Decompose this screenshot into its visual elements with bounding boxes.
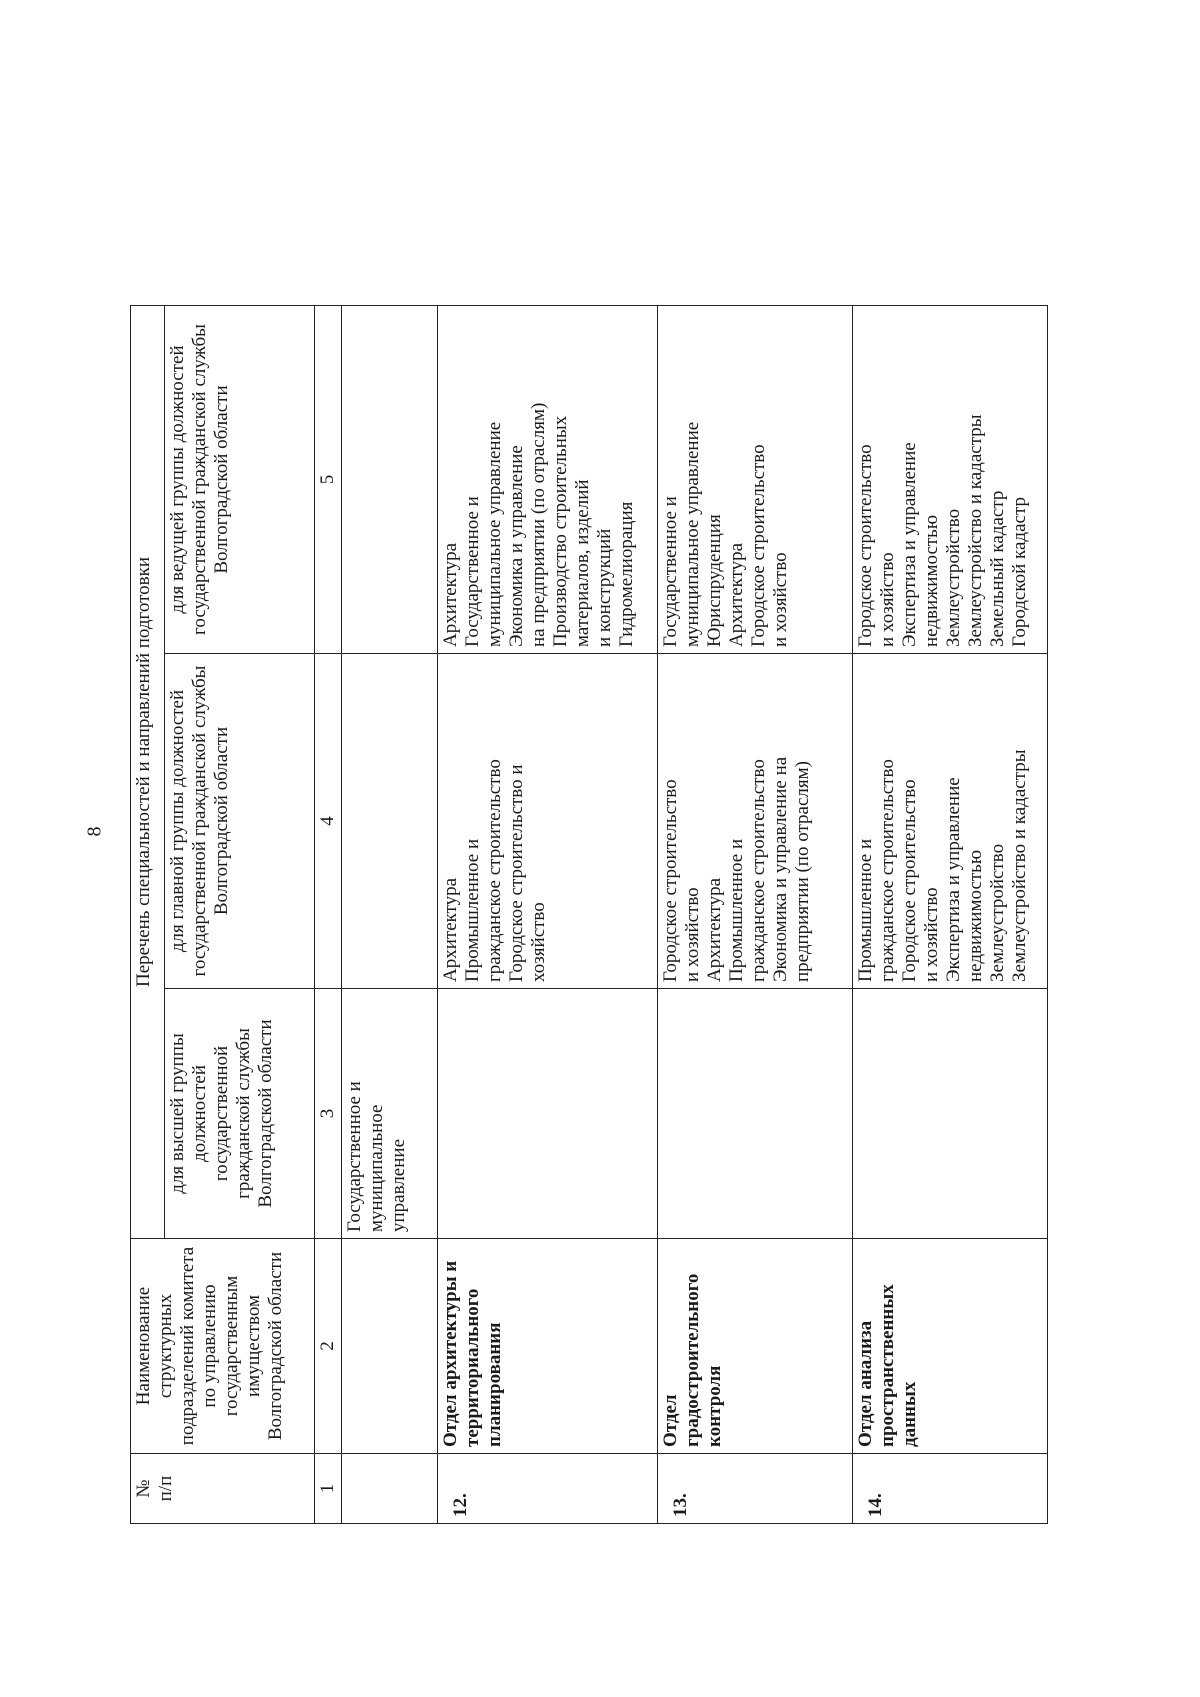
list-item: Архитектура: [704, 877, 725, 982]
header-group: Перечень специальностей и направлений подготовки: [131, 305, 165, 1238]
index-cell: 4: [315, 654, 342, 989]
row-name: Отдел анализа пространственных данных: [853, 1239, 1048, 1454]
header-col3: для высшей группы должностей государственной гражданской службы Волгоградской области: [165, 989, 315, 1239]
list-item: гражданское строительство: [748, 759, 769, 982]
row-col4: [853, 654, 1048, 989]
row-num: 13.: [658, 1454, 853, 1524]
row-col5: [438, 305, 658, 653]
list-item: Городское строительство: [899, 779, 920, 982]
index-cell: 2: [315, 1239, 342, 1454]
list-item: Юриспруденция: [704, 514, 725, 647]
row-col3: [658, 989, 853, 1239]
index-cell: 5: [315, 305, 342, 653]
row-col3: [438, 989, 658, 1239]
list-item: и хозяйство: [877, 552, 898, 647]
list-item: муниципальное: [366, 1104, 387, 1232]
rotated-table-container: [130, 306, 1042, 1524]
list-item: и конструкций: [594, 528, 615, 647]
list-item: Производство строительных: [550, 415, 571, 647]
specialties-table: [130, 305, 1048, 1524]
row-col5: [658, 305, 853, 653]
header-name: Наименование структурных подразделений комитета по управлению государственным имуществом Волгоградской области: [131, 1239, 315, 1454]
empty-cell: [342, 305, 438, 653]
empty-cell: [342, 1239, 438, 1454]
header-num: № п/п: [131, 1454, 315, 1524]
list-item: материалов, изделий: [572, 479, 593, 647]
list-item: Землеустройство: [943, 508, 964, 647]
list-item: Государственное и: [462, 496, 483, 647]
list-item: Архитектура: [726, 542, 747, 647]
list-item: недвижимостью: [921, 514, 942, 647]
list-item: Городское строительство и: [506, 764, 527, 982]
row-name: Отдел архитектуры и территориального планирования: [438, 1239, 658, 1454]
list-item: Землеустройство: [987, 843, 1008, 982]
list-item: муниципальное управление: [682, 421, 703, 647]
carry-col3: [342, 989, 438, 1239]
table-row: [438, 305, 658, 1523]
row-col3: [853, 989, 1048, 1239]
row-name: Отдел градостроительного контроля: [658, 1239, 853, 1454]
list-item: управление: [388, 1138, 409, 1232]
list-item: Городской кадастр: [1009, 497, 1030, 647]
header-col4: для главной группы должностей государственной гражданской службы Волгоградской области: [165, 654, 315, 989]
list-item: Промышленное и: [726, 838, 747, 982]
row-num: 14.: [853, 1454, 1048, 1524]
list-item: и хозяйство: [921, 887, 942, 982]
carry-row: [342, 305, 438, 1523]
header-col5: для ведущей группы должностей государственной гражданской службы Волгоградской области: [165, 305, 315, 653]
row-col4: [438, 654, 658, 989]
table-row: [853, 305, 1048, 1523]
list-item: Государственное и: [344, 1081, 365, 1232]
list-item: Экономика и управление: [506, 445, 527, 647]
list-item: Промышленное и: [462, 838, 483, 982]
list-item: Землеустройство и кадастры: [1009, 749, 1030, 982]
list-item: Государственное и: [660, 496, 681, 647]
list-item: гражданское строительство: [877, 759, 898, 982]
empty-cell: [342, 1454, 438, 1524]
list-item: Городское строительство: [748, 444, 769, 647]
list-item: Землеустройство и кадастры: [965, 414, 986, 647]
list-item: предприятии (по отраслям): [792, 761, 813, 982]
list-item: Архитектура: [440, 877, 461, 982]
list-item: Городское строительство: [855, 444, 876, 647]
list-item: гражданское строительство: [484, 759, 505, 982]
table-row: [658, 305, 853, 1523]
header-row-top: [131, 305, 165, 1523]
index-row: [315, 305, 342, 1523]
row-num: 12.: [438, 1454, 658, 1524]
row-col4: [658, 654, 853, 989]
list-item: хозяйство: [528, 902, 549, 982]
list-item: муниципальное управление: [484, 421, 505, 647]
list-item: и хозяйство: [682, 887, 703, 982]
list-item: Городское строительство: [660, 779, 681, 982]
page-number: 8: [83, 826, 106, 837]
row-col5: [853, 305, 1048, 653]
list-item: Архитектура: [440, 542, 461, 647]
list-item: Земельный кадастр: [987, 490, 1008, 647]
list-item: Гидромелиорация: [616, 501, 637, 647]
index-cell: 1: [315, 1454, 342, 1524]
list-item: и хозяйство: [770, 552, 791, 647]
list-item: Экспертиза и управление: [899, 442, 920, 647]
index-cell: 3: [315, 989, 342, 1239]
empty-cell: [342, 654, 438, 989]
list-item: на предприятии (по отраслям): [528, 402, 549, 647]
list-item: Промышленное и: [855, 838, 876, 982]
list-item: Экономика и управление на: [770, 756, 791, 982]
list-item: недвижимостью: [965, 849, 986, 982]
list-item: Экспертиза и управление: [943, 777, 964, 982]
